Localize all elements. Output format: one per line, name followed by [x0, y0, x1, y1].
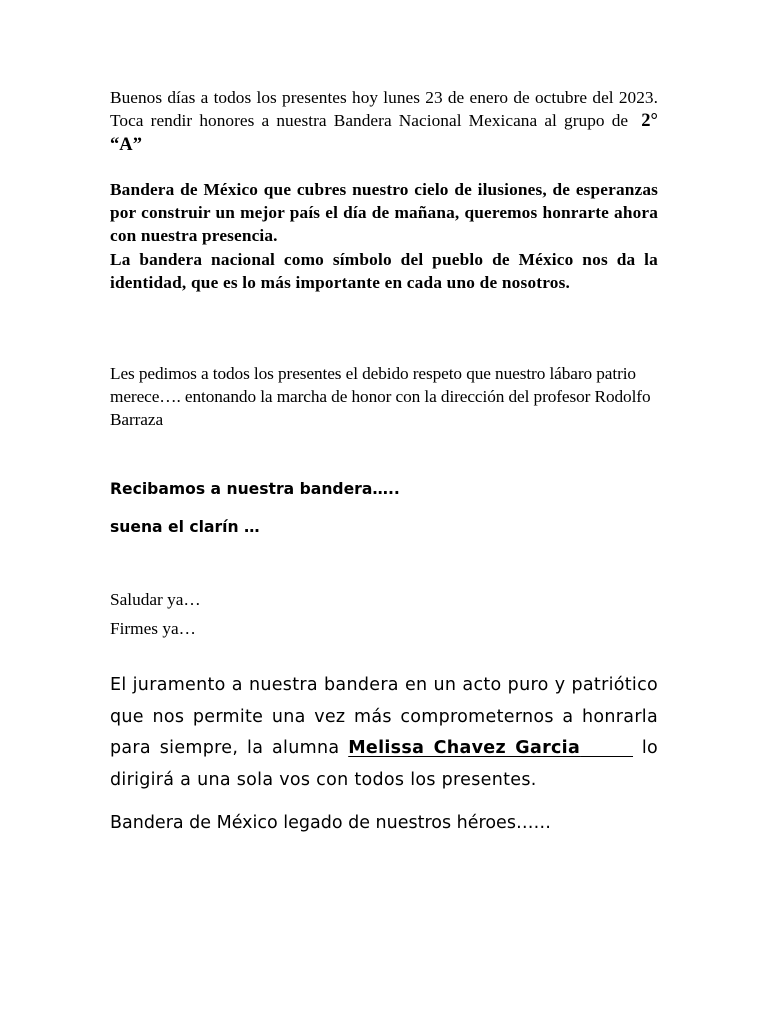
closing-line: Bandera de México legado de nuestros héroes……: [110, 813, 551, 833]
intro-text: Buenos días a todos los presentes hoy lunes 23 de enero de octubre del 2023. Toca rendir honores a nuestra Bandera Nacional Mexicana al grupo de: [110, 88, 658, 130]
clarion-line: suena el clarín …: [110, 518, 260, 536]
receive-flag-line: Recibamos a nuestra bandera…..: [110, 480, 400, 498]
respect-paragraph: Les pedimos a todos los presentes el debido respeto que nuestro lábaro patrio merece…. entonando la marcha de honor con la dirección del profesor Rodolfo Barraza: [110, 364, 651, 429]
oath-paragraph: [110, 670, 658, 796]
group-grade: 2° “A”: [110, 111, 658, 155]
oath-text-after: lo dirigirá a una sola vos con todos los presentes.: [110, 738, 659, 790]
student-name: Melissa Chavez Garcia: [348, 738, 581, 758]
document-page: [110, 86, 658, 840]
salute-command: Saludar ya…: [110, 590, 201, 609]
flag-paragraph-2: La bandera nacional como símbolo del pueblo de México nos da la identidad, que es lo más importante en cada uno de nosotros.: [110, 250, 658, 292]
intro-paragraph: [110, 86, 658, 157]
flag-paragraph-1: Bandera de México que cubres nuestro cielo de ilusiones, de esperanzas por construir un mejor país el día de mañana, queremos honrarte ahora con nuestra presencia.: [110, 180, 658, 245]
name-underline-blank: [580, 738, 633, 758]
attention-command: Firmes ya…: [110, 619, 196, 638]
oath-text-before: El juramento a nuestra bandera en un acto puro y patriótico que nos permite una vez más comprometernos a honrarla para siempre, la alumna: [110, 675, 658, 758]
